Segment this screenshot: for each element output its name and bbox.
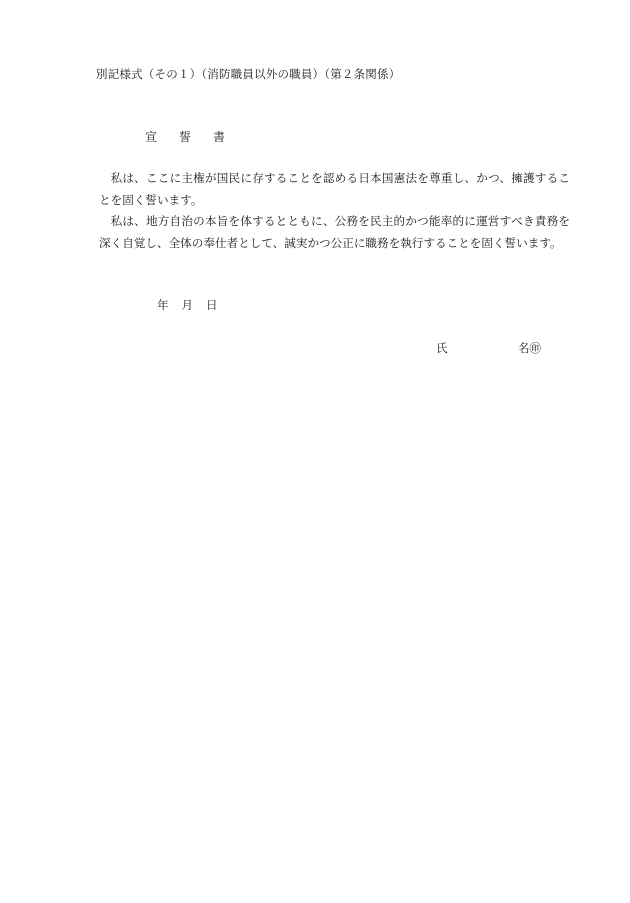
date-year: 年 xyxy=(157,298,169,312)
oath-body xyxy=(99,168,570,254)
title-char: 誓 xyxy=(179,130,192,144)
oath-paragraph-duty: 私は、地方自治の本旨を体するとともに、公務を民主的かつ能率的に運営すべき責務を深く自覚し、全体の奉仕者として、誠実かつ公正に職務を執行することを固く誓います。 xyxy=(99,214,570,250)
title-char: 書 xyxy=(213,130,226,144)
oath-paragraph-constitution: 私は、ここに主権が国民に存することを認める日本国憲法を尊重し、かつ、擁護することを固く誓います。 xyxy=(99,171,570,207)
date-line xyxy=(157,297,218,313)
form-heading: 別記様式（その１）（消防職員以外の職員）（第２条関係） xyxy=(96,67,401,81)
document-title xyxy=(145,128,225,145)
date-month: 月 xyxy=(181,298,193,312)
date-day: 日 xyxy=(206,298,218,312)
signature-name-seal-label: 名㊞ xyxy=(518,341,541,355)
signature-surname-label: 氏 xyxy=(436,341,448,355)
title-char: 宣 xyxy=(145,130,158,144)
